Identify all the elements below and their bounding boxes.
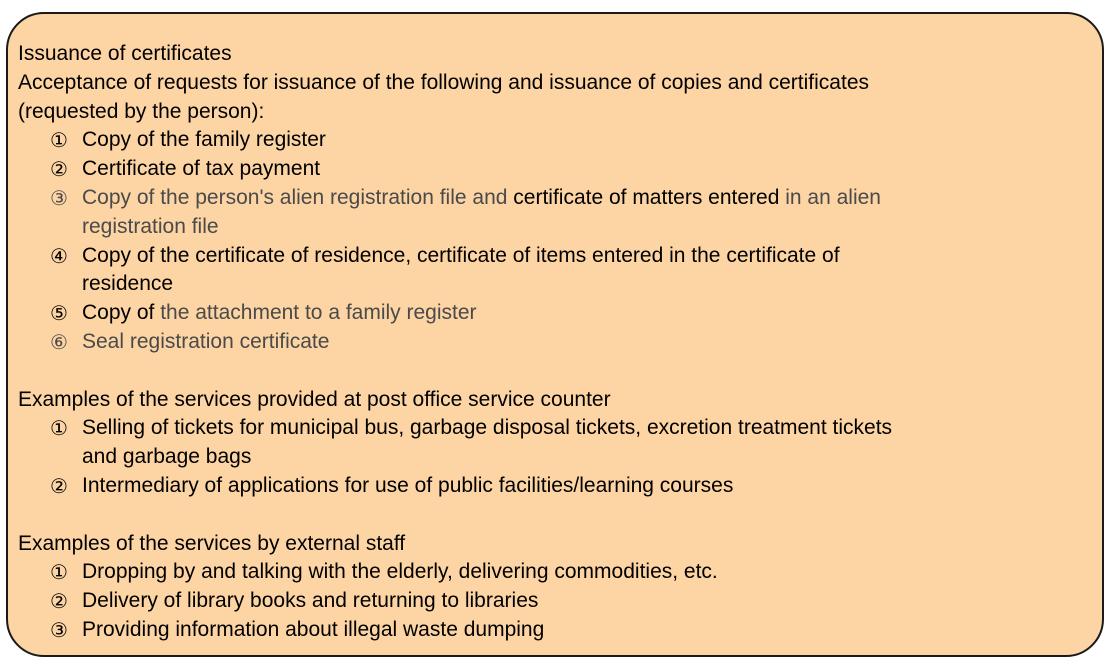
item-text-line2: and garbage bags [82,445,252,469]
external-staff-item [18,616,1098,645]
external-staff-title: Examples of the services by external staff [18,531,406,555]
item-text: Dropping by and talking with the elderly, delivering commodities, etc. [82,560,718,584]
item-text-line1: Copy of the certificate of residence, certificate of items entered in the certificate of [82,243,840,267]
section-spacer [18,501,1098,530]
item-number: ③ [50,617,68,642]
certificate-item [18,299,1098,328]
certificate-item [18,242,1098,300]
item-text [82,242,840,300]
certificates-intro-line1: Acceptance of requests for issuance of the following and issuance of copies and certificates [18,70,869,94]
external-staff-item [18,587,1098,616]
item-number: ② [50,589,68,614]
item-text-line1: Selling of tickets for municipal bus, garbage disposal tickets, excretion treatment tickets [82,416,893,440]
item-text-part: Copy of the person's alien registration file and [82,185,514,209]
item-text: Certificate of tax payment [82,157,321,181]
item-text: Delivery of library books and returning to libraries [82,589,539,613]
item-text: Seal registration certificate [82,329,330,353]
item-text-part: the attachment to a family register [160,301,477,325]
item-text [82,299,477,328]
item-number: ③ [50,185,68,210]
certificate-item [18,155,1098,184]
services-content [18,40,1098,645]
certificates-title: Issuance of certificates [18,42,232,65]
item-number: ① [50,416,68,441]
certificate-item [18,184,1098,242]
certificates-intro-line2: (requested by the person): [18,99,265,123]
item-text-part: Copy of [82,301,161,325]
certificate-item [18,126,1098,155]
section-spacer [18,357,1098,386]
item-number: ⑤ [50,301,68,326]
external-staff-item [18,558,1098,587]
item-text: Copy of the family register [82,128,326,152]
item-text-part: certificate of matters entered [513,185,780,209]
item-text [82,184,881,242]
item-number: ① [50,128,68,153]
certificate-item [18,328,1098,357]
item-number: ④ [50,243,68,268]
item-text-line2: residence [82,272,174,296]
post-office-item [18,472,1098,501]
post-office-item [18,414,1098,472]
item-number: ② [50,157,68,182]
item-text-part: in an alien [779,185,881,209]
item-text-line2: registration file [82,214,219,238]
item-text [82,414,892,472]
item-number: ⑥ [50,329,68,354]
post-office-title: Examples of the services provided at post office service counter [18,387,611,411]
item-number: ② [50,473,68,498]
item-text: Providing information about illegal waste dumping [82,617,545,641]
item-text: Intermediary of applications for use of public facilities/learning courses [82,473,734,497]
item-number: ① [50,560,68,585]
